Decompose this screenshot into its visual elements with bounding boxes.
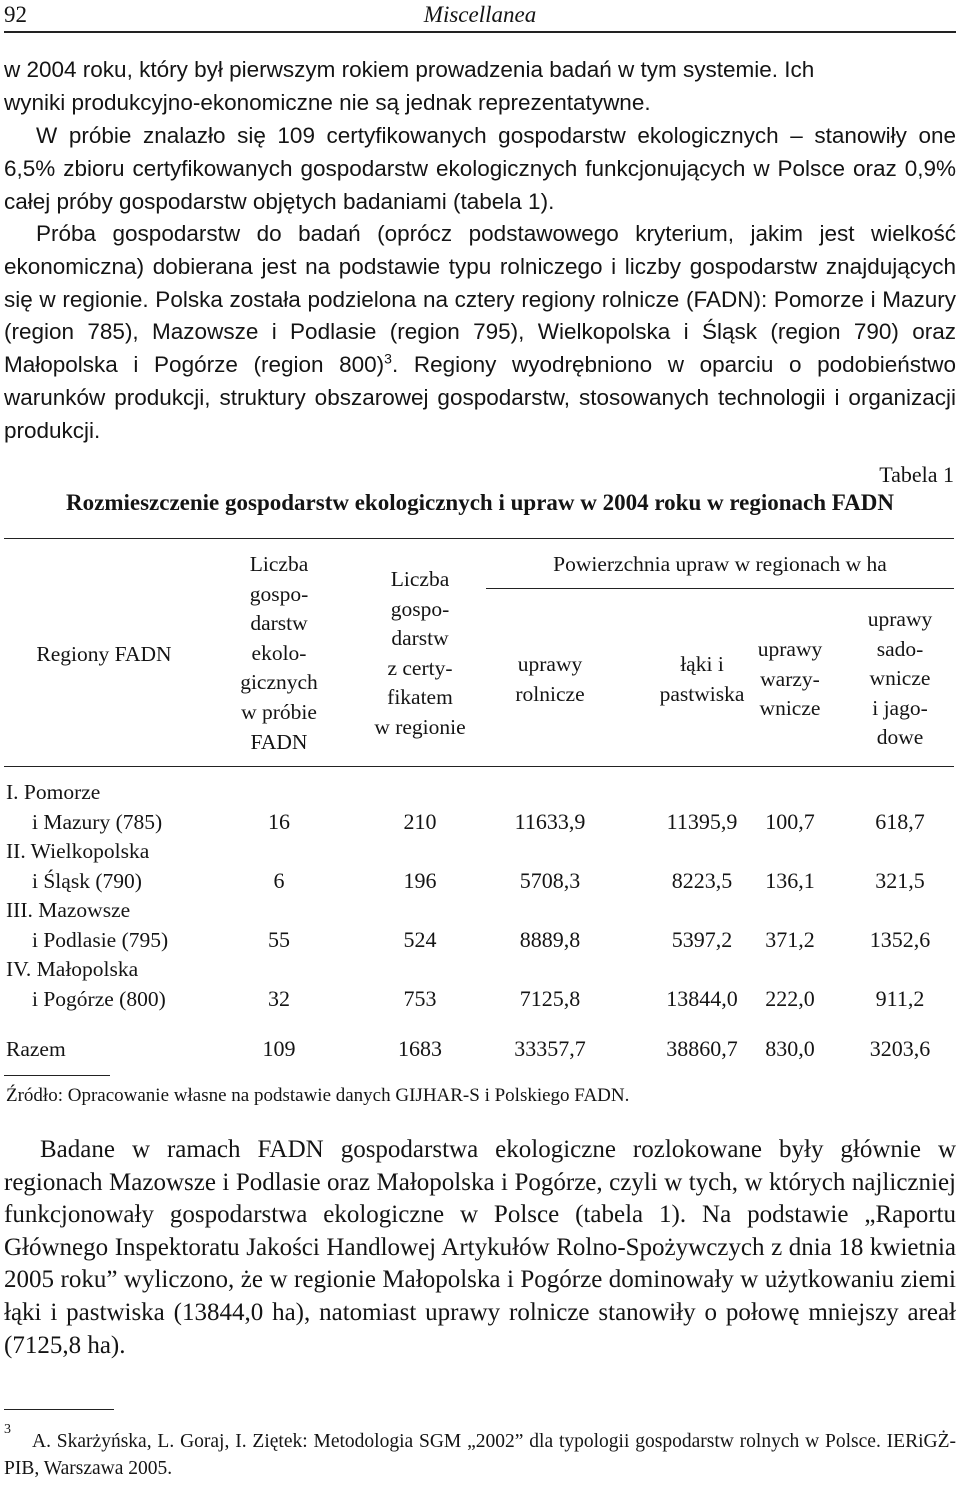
region-name: I. Pomorze (6, 780, 101, 804)
region-name: i Śląsk (790) (32, 869, 142, 893)
header-meadows: łąki i pastwiska (659, 652, 745, 706)
region-name: i Mazury (785) (32, 810, 163, 834)
cell-arable: 11633,9 (514, 809, 586, 834)
header-vegetables: uprawy warzy- wnicze (757, 637, 823, 721)
paragraph-sample (4, 120, 956, 218)
cell-farms-region: 753 (403, 986, 437, 1011)
paragraph-line: w 2004 roku, który był pierwszym rokiem prowadzenia badań w tym systemie. Ich (4, 57, 815, 82)
header-farms-sample: Liczba gospo- darstw ekolo- gicznych w próbie FADN (240, 552, 318, 754)
cell-meadows: 11395,9 (666, 809, 738, 834)
source-rule (4, 1075, 110, 1076)
region-name: i Pogórze (800) (32, 987, 166, 1011)
paragraph-text: W próbie znalazło się 109 certyfikowanych gospodarstw ekologicznych – stanowiły one 6,5% zbioru certyfikowanych gospodarstw ekologicznych funkcjonujących w Polsce oraz 0,9% całej próby gospodarstw objętych badaniami (tabela 1). (4, 123, 956, 214)
cell-orchards: 3203,6 (869, 1036, 931, 1061)
cell-vegetables: 100,7 (765, 809, 815, 834)
header-farms-region: Liczba gospo- darstw z certy- fikatem w regionie (374, 567, 466, 739)
header-rule (4, 31, 956, 33)
table-top-rule (4, 538, 954, 539)
region-name: IV. Małopolska (6, 957, 139, 981)
cell-vegetables: 371,2 (765, 927, 815, 952)
cell-farms-region: 196 (403, 868, 437, 893)
page-number: 92 (4, 2, 27, 27)
cell-farms-sample: 32 (268, 986, 290, 1011)
paragraph-text-after: . Regiony wyodrębniono w oparciu o podobieństwo warunków produkcji, struktury obszarowej gospodarstw, stosowanych technologii i organizacji produkcji. (4, 352, 957, 443)
cell-vegetables: 830,0 (765, 1036, 815, 1061)
cell-vegetables: 222,0 (765, 986, 815, 1011)
region-name: i Podlasie (795) (32, 928, 169, 952)
cell-orchards: 321,5 (875, 868, 925, 893)
table-title: Rozmieszczenie gospodarstw ekologicznych i upraw w 2004 roku w regionach FADN (66, 490, 894, 515)
cell-farms-sample: 55 (268, 927, 290, 952)
table-label: Tabela 1 (879, 462, 954, 487)
paragraph-continuation (4, 54, 956, 120)
cell-arable: 5708,3 (519, 868, 581, 893)
cell-farms-region: 524 (403, 927, 437, 952)
paragraph-discussion (4, 1134, 956, 1362)
header-orchards: uprawy sado- wnicze i jago- dowe (867, 607, 933, 750)
header-arable: uprawy rolnicze (515, 652, 585, 706)
table-group-rule (486, 588, 954, 589)
paragraph-text: Próba gospodarstw do badań (oprócz podstawowego kryterium, jakim jest wielkość ekonomiczna) dobierana jest na podstawie typu rolniczego i liczby gospodarstw znajdujących się w regionie. Polska została podzielona na cztery regiony rolnicze (FADN): Pomorze i Mazury (region 785), Mazowsze i Podlasie (region 795), Wielkopolska i Śląsk (region 790) oraz Małopolska i Pogórze (region 800) (4, 221, 956, 378)
running-header (4, 0, 956, 30)
cell-farms-sample: 109 (262, 1036, 296, 1061)
cell-farms-region: 1683 (398, 1036, 442, 1061)
region-name: II. Wielkopolska (6, 839, 150, 863)
footnote-ref: 3 (384, 350, 392, 367)
cell-vegetables: 136,1 (765, 868, 815, 893)
cell-arable: 33357,7 (514, 1036, 586, 1061)
header-regions: Regiony FADN (36, 642, 172, 666)
cell-orchards: 618,7 (875, 809, 925, 834)
cell-orchards: 911,2 (875, 986, 925, 1011)
cell-farms-sample: 6 (273, 868, 285, 893)
cell-farms-region: 210 (403, 809, 437, 834)
cell-meadows: 38860,7 (666, 1036, 738, 1061)
footnote-text: A. Skarżyńska, L. Goraj, I. Ziętek: Metodologia SGM „2002” dla typologii gospodarstw rolnych w Polsce. IERiGŻ-PIB, Warszawa 2005. (4, 1431, 956, 1479)
paragraph-line: wyniki produkcyjno-ekonomiczne nie są jednak reprezentatywne. (4, 89, 651, 115)
header-area-group: Powierzchnia upraw w regionach w ha (553, 552, 887, 576)
cell-farms-sample: 16 (268, 809, 290, 834)
cell-meadows: 8223,5 (671, 868, 733, 893)
cell-arable: 8889,8 (519, 927, 581, 952)
footnote-rule (4, 1409, 114, 1410)
table-header-rule (4, 766, 954, 767)
total-label: Razem (6, 1037, 66, 1061)
cell-meadows: 5397,2 (671, 927, 733, 952)
region-name: III. Mazowsze (6, 898, 131, 922)
cell-orchards: 1352,6 (869, 927, 931, 952)
footnote-mark: 3 (4, 1422, 11, 1437)
footnote (4, 1422, 956, 1482)
cell-arable: 7125,8 (519, 986, 581, 1011)
cell-meadows: 13844,0 (666, 986, 738, 1011)
section-title: Miscellanea (423, 2, 537, 27)
paragraph-text: Badane w ramach FADN gospodarstwa ekologiczne rozlokowane były głównie w regionach Mazowsze i Podlasie oraz Małopolska i Pogórze, czyli w tych, w których najliczniej funkcjonowały gospodarstwa ekologiczne w Polsce (tabela 1). Na podstawie „Raportu Głównego Inspektoratu Jakości Handlowej Artykułów Rolno-Spożywczych z dnia 18 kwietnia 2005 roku” wyliczono, że w regionie Małopolska i Pogórze dominowały w użytkowaniu ziemi łąki i pastwiska (13844,0 ha), natomiast uprawy rolnicze stanowiły o połowę mniejszy areał (7125,8 ha). (4, 1136, 956, 1359)
table-source: Źródło: Opracowanie własne na podstawie danych GIJHAR-S i Polskiego FADN. (6, 1085, 630, 1106)
paragraph-regions (4, 218, 956, 448)
